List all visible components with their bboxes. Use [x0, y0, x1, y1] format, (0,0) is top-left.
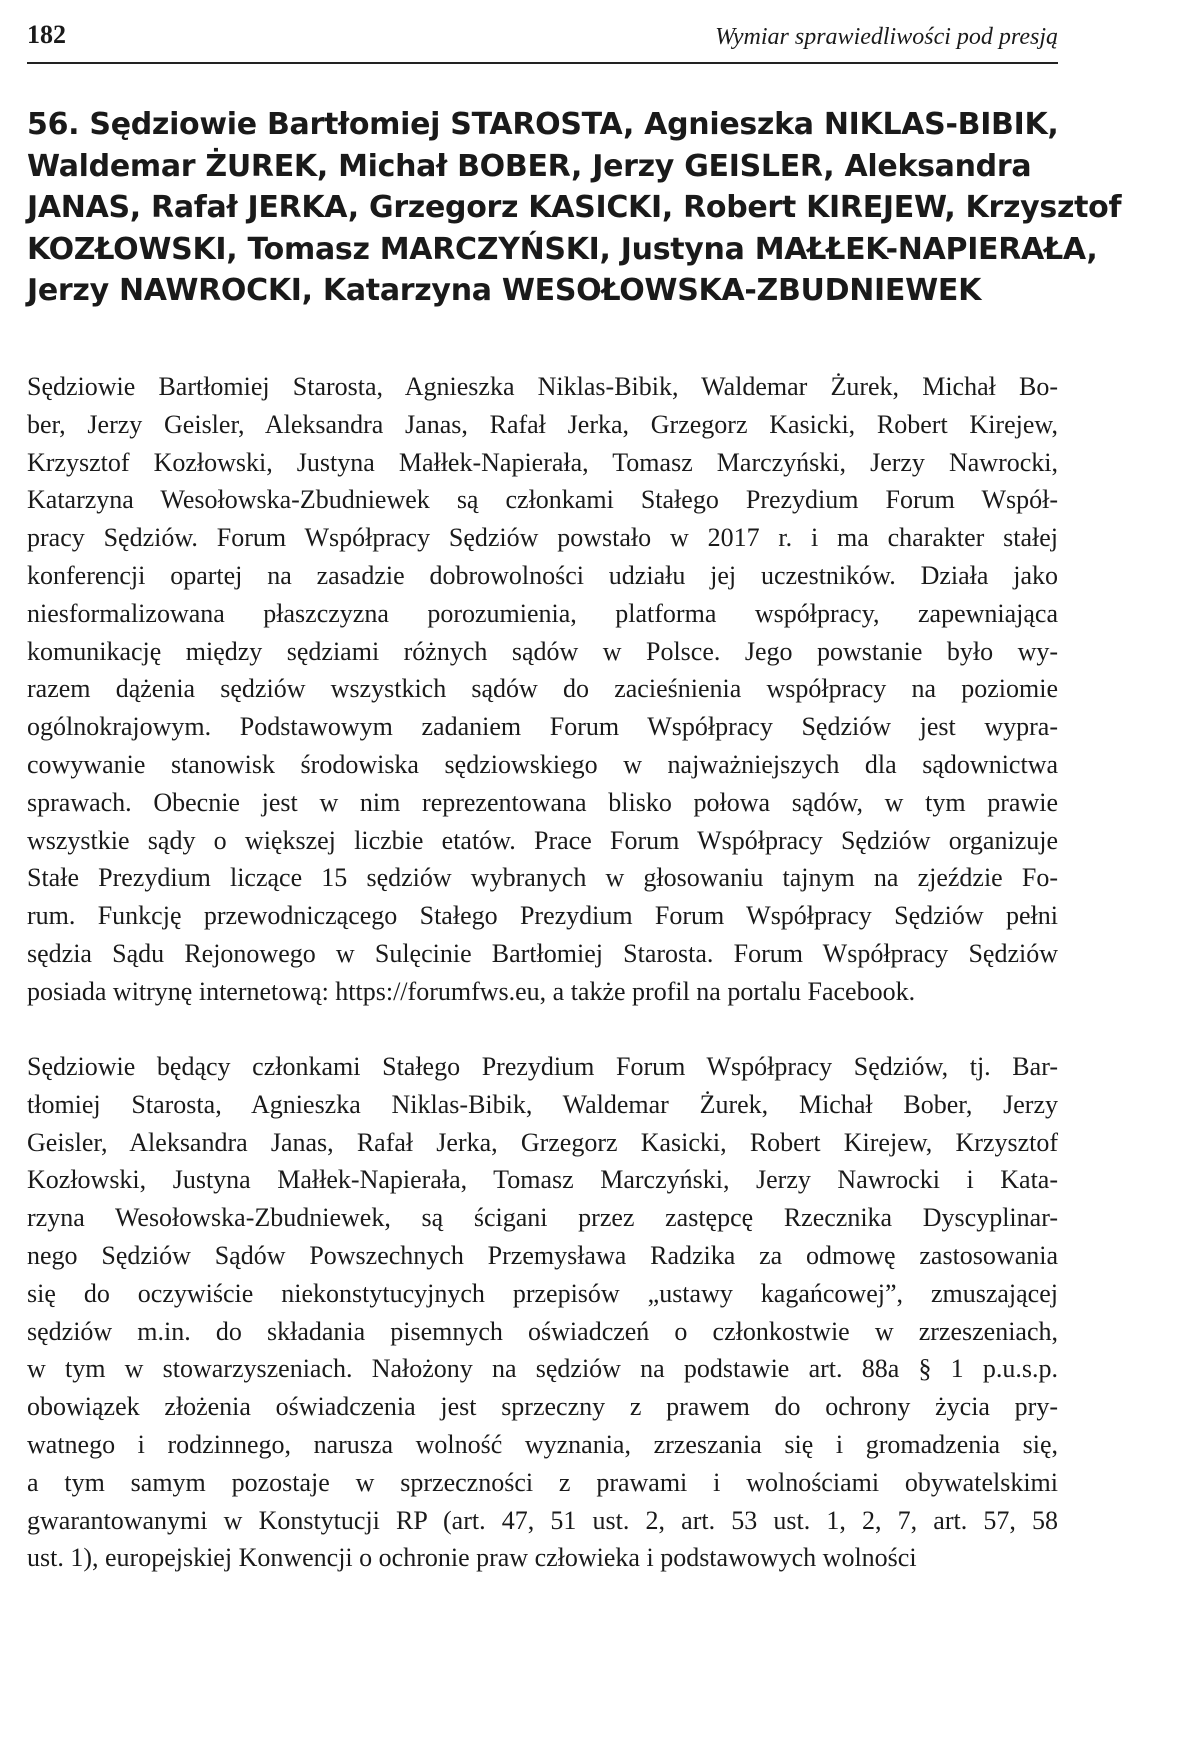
text-line: rum. Funkcję przewodniczącego Stałego Prezydium Forum Współpracy Sędziów pełni [27, 901, 1058, 931]
text-line: ust. 1), europejskiej Konwencji o ochronie praw człowieka i podstawowych wolności [27, 1543, 917, 1573]
text-line: sprawach. Obecnie jest w nim reprezentowana blisko połowa sądów, w tym prawie [27, 787, 1058, 817]
text-line: się do oczywiście niekonstytucyjnych przepisów „ustawy kagańcowej”, zmuszającej [27, 1278, 1058, 1308]
text-line: Geisler, Aleksandra Janas, Rafał Jerka, Grzegorz Kasicki, Robert Kirejew, Krzysztof [27, 1127, 1058, 1157]
section-title [27, 104, 1127, 312]
text-line: gwarantowanymi w Konstytucji RP (art. 47, 51 ust. 2, art. 53 ust. 1, 2, 7, art. 57, 58 [27, 1505, 1058, 1535]
text-line: Sędziowie Bartłomiej Starosta, Agnieszka Niklas-Bibik, Waldemar Żurek, Michał Bo- [27, 372, 1058, 401]
text-line: a tym samym pozostaje w sprzeczności z prawami i wolnościami obywatelskimi [27, 1467, 1058, 1497]
running-title: Wymiar sprawiedliwości pod presją [715, 24, 1058, 50]
header-rule [27, 62, 1058, 64]
text-line: komunikację między sędziami różnych sądów w Polsce. Jego powstanie było wy- [27, 636, 1058, 666]
title-line: Waldemar ŻUREK, Michał BOBER, Jerzy GEISLER, Aleksandra [27, 148, 1032, 184]
text-line: w tym w stowarzyszeniach. Nałożony na sędziów na podstawie art. 88a § 1 p.u.s.p. [27, 1354, 1058, 1384]
text-line: Krzysztof Kozłowski, Justyna Małłek-Napierała, Tomasz Marczyński, Jerzy Nawrocki, [27, 447, 1058, 477]
title-line: JANAS, Rafał JERKA, Grzegorz KASICKI, Robert KIREJEW, Krzysztof [27, 190, 1122, 225]
text-line: ogólnokrajowym. Podstawowym zadaniem Forum Współpracy Sędziów jest wypra- [27, 712, 1058, 742]
text-line: rzyna Wesołowska-Zbudniewek, są ścigani przez zastępcę Rzecznika Dyscyplinar- [27, 1203, 1058, 1233]
text-line: nego Sędziów Sądów Powszechnych Przemysława Radzika za odmowę zastosowania [27, 1240, 1058, 1270]
text-line: obowiązek złożenia oświadczenia jest sprzeczny z prawem do ochrony życia pry- [27, 1392, 1058, 1422]
text-line: sędzia Sądu Rejonowego w Sulęcinie Bartłomiej Starosta. Forum Współpracy Sędziów [27, 938, 1058, 968]
text-line: Katarzyna Wesołowska-Zbudniewek są członkami Stałego Prezydium Forum Współ- [27, 485, 1058, 515]
page-header [27, 18, 1058, 52]
paragraph-2 [27, 1048, 1058, 1577]
title-line: 56. Sędziowie Bartłomiej STAROSTA, Agnieszka NIKLAS-BIBIK, [27, 107, 1059, 142]
text-line: Stałe Prezydium liczące 15 sędziów wybranych w głosowaniu tajnym na zjeździe Fo- [27, 863, 1058, 893]
text-line: Sędziowie będący członkami Stałego Prezydium Forum Współpracy Sędziów, tj. Bar- [27, 1052, 1058, 1081]
text-line: sędziów m.in. do składania pisemnych oświadczeń o członkostwie w zrzeszeniach, [27, 1316, 1058, 1346]
text-line: niesformalizowana płaszczyzna porozumienia, platforma współpracy, zapewniająca [27, 598, 1058, 628]
page-number: 182 [27, 20, 66, 49]
text-line: razem dążenia sędziów wszystkich sądów do zacieśnienia współpracy na poziomie [27, 674, 1058, 704]
text-line: Kozłowski, Justyna Małłek-Napierała, Tomasz Marczyński, Jerzy Nawrocki i Kata- [27, 1165, 1058, 1195]
text-line: pracy Sędziów. Forum Współpracy Sędziów powstało w 2017 r. i ma charakter stałej [27, 523, 1058, 553]
title-line: Jerzy NAWROCKI, Katarzyna WESOŁOWSKA-ZBUDNIEWEK [27, 273, 982, 308]
text-line: wszystkie sądy o większej liczbie etatów. Prace Forum Współpracy Sędziów organizuje [27, 825, 1058, 855]
text-line: cowywanie stanowisk środowiska sędziowskiego w najważniejszych dla sądownictwa [27, 749, 1058, 779]
paragraph-1 [27, 368, 1058, 1011]
text-line: konferencji opartej na zasadzie dobrowolności udziału jej uczestników. Działa jako [27, 560, 1058, 590]
title-line: KOZŁOWSKI, Tomasz MARCZYŃSKI, Justyna MAŁŁEK-NAPIERAŁA, [27, 231, 1098, 267]
text-line: tłomiej Starosta, Agnieszka Niklas-Bibik, Waldemar Żurek, Michał Bober, Jerzy [27, 1089, 1058, 1119]
text-line: posiada witrynę internetową: https://forumfws.eu, a także profil na portalu Facebook. [27, 976, 916, 1006]
text-line: ber, Jerzy Geisler, Aleksandra Janas, Rafał Jerka, Grzegorz Kasicki, Robert Kirejew, [27, 409, 1058, 439]
text-line: watnego i rodzinnego, narusza wolność wyznania, zrzeszania się i gromadzenia się, [27, 1429, 1058, 1459]
